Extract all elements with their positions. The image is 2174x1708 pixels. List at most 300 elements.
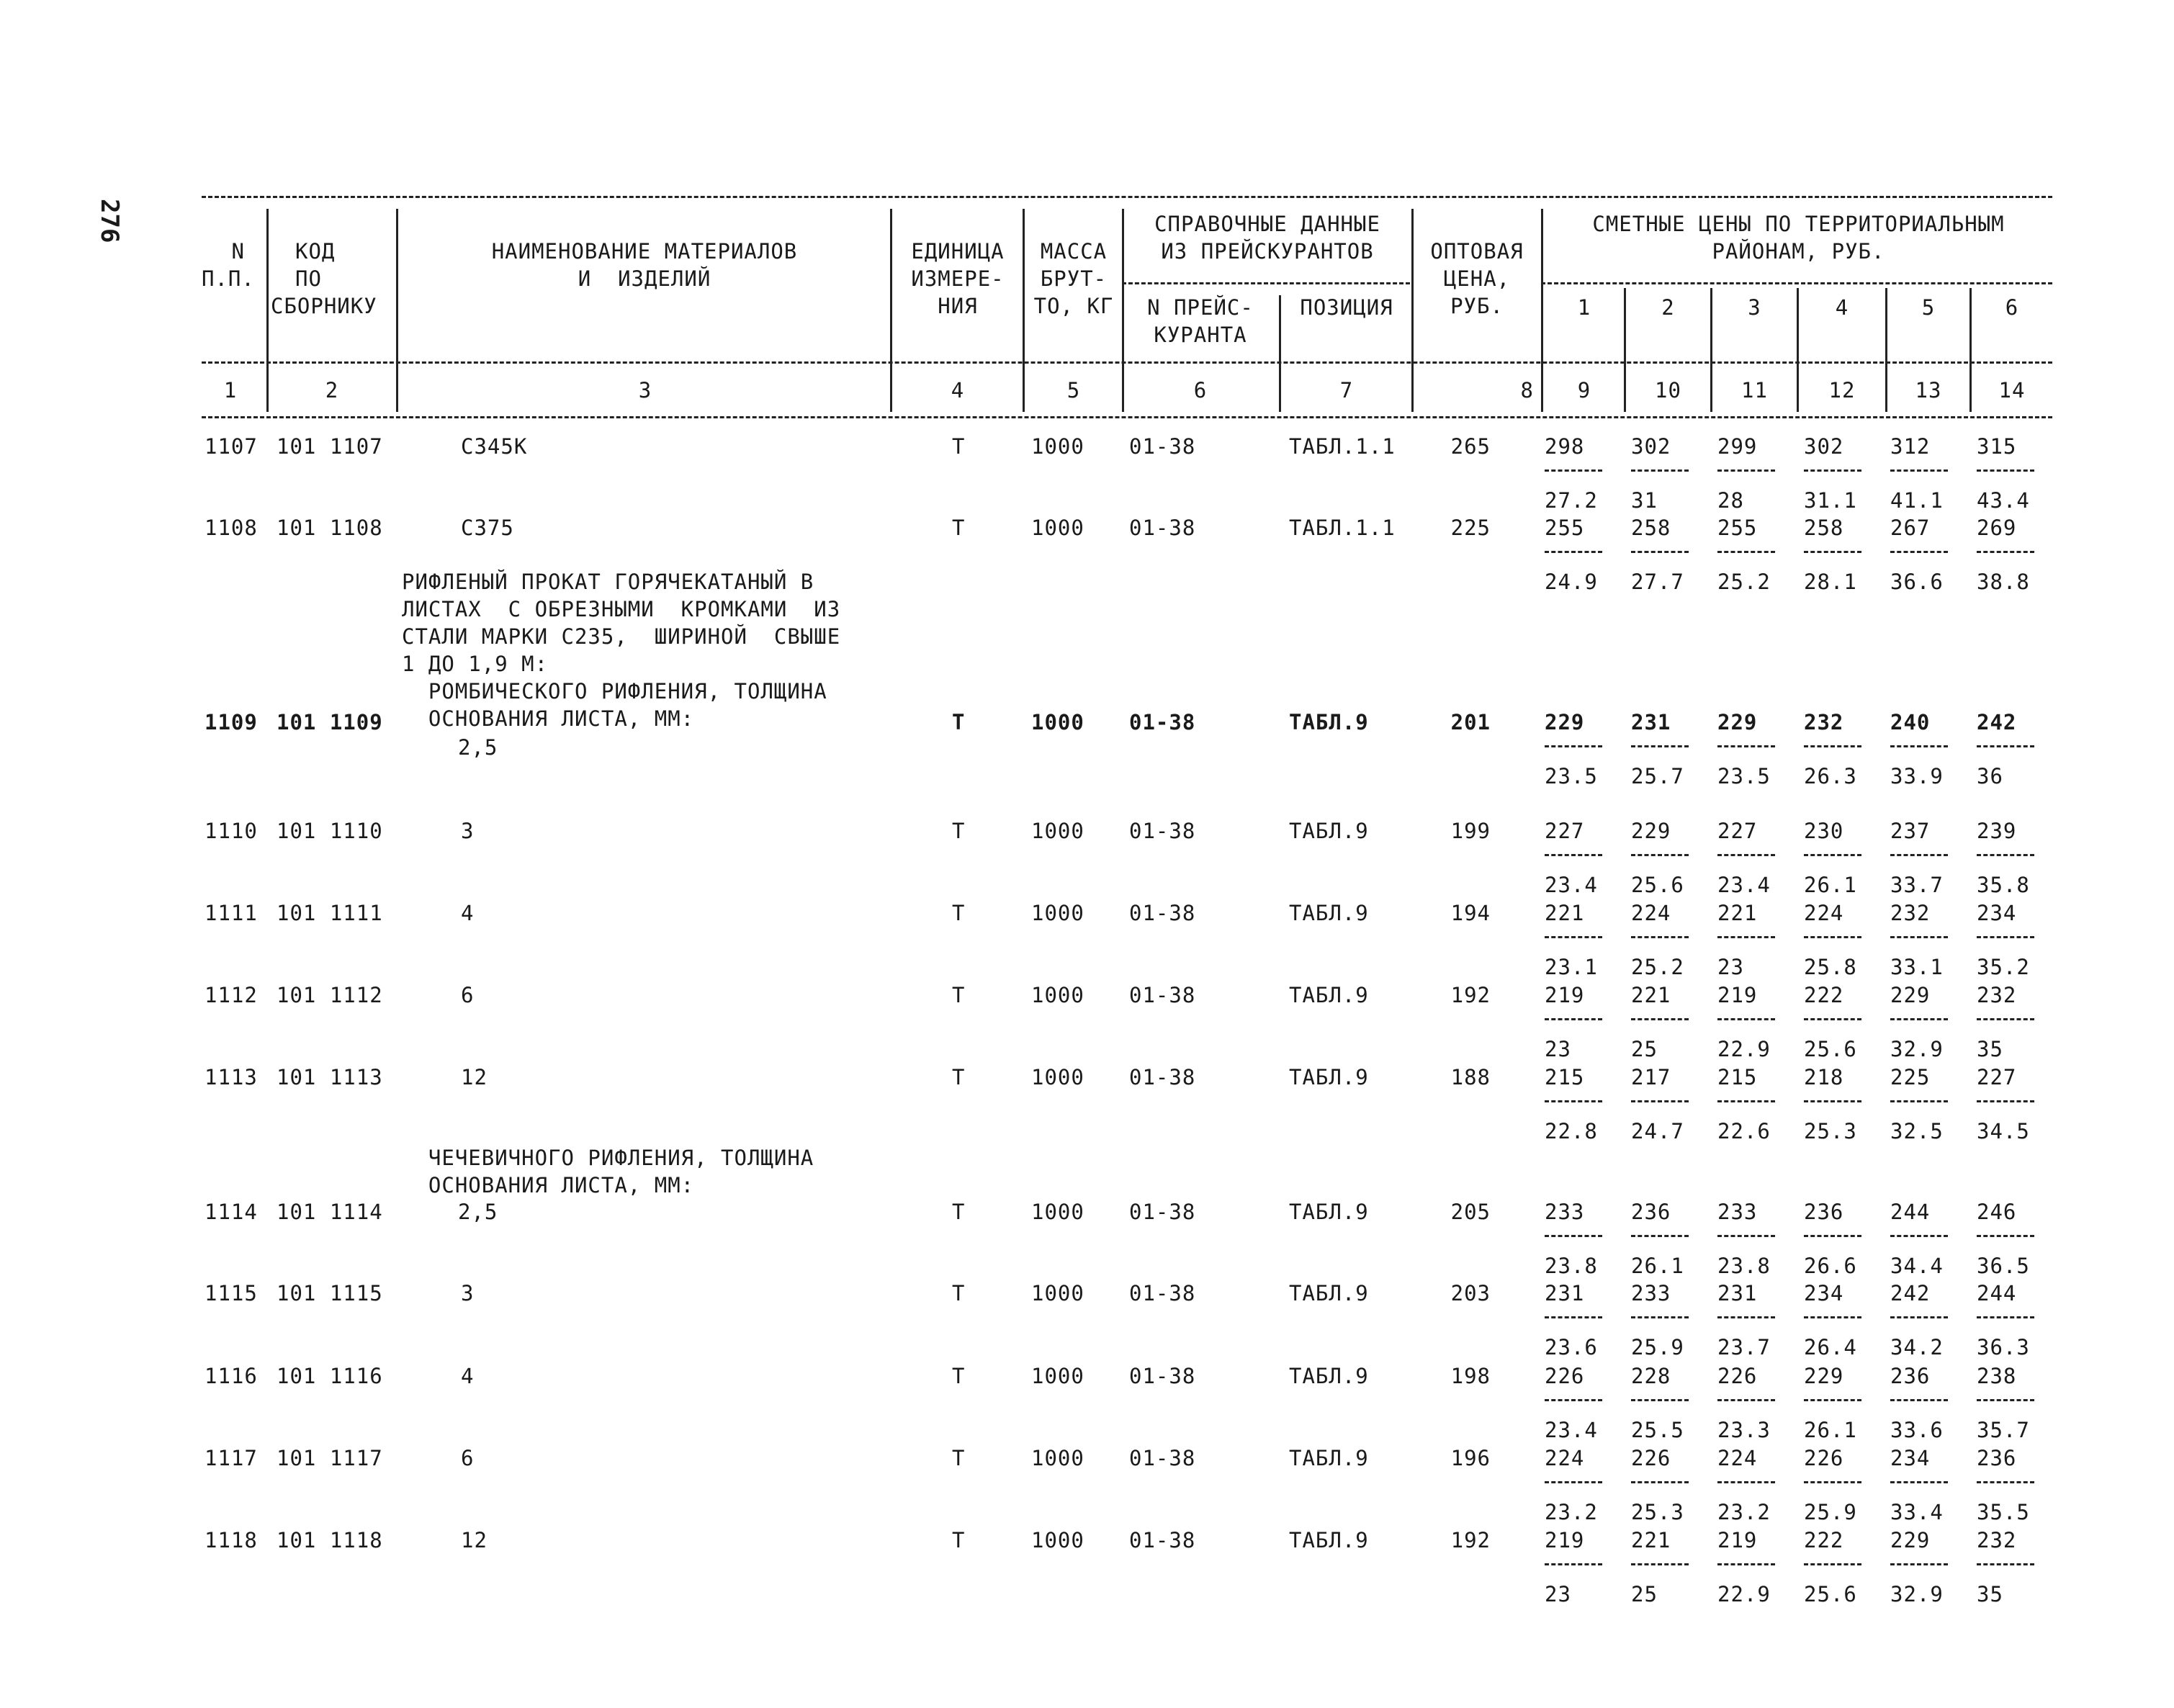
fraction-bar — [1545, 1235, 1602, 1237]
row-mass: 1000 — [1031, 1281, 1084, 1305]
row-np: 1108 — [205, 516, 258, 540]
section-title-rhomb: РОМБИЧЕСКОГО РИФЛЕНИЯ, ТОЛЩИНА — [402, 679, 827, 704]
section-title-lentil: ОСНОВАНИЯ ЛИСТА, ММ: — [402, 1173, 695, 1197]
column-number: 11 — [1741, 378, 1768, 403]
estimate-price: 244 — [1977, 1281, 2017, 1305]
row-code: 101 1111 — [277, 901, 383, 925]
estimate-price: 221 — [1631, 1528, 1671, 1552]
row-name: 6 — [461, 1446, 475, 1470]
estimate-transport: 33.4 — [1890, 1500, 1944, 1524]
estimate-transport: 36 — [1977, 764, 2003, 788]
row-wholesale: 199 — [1450, 819, 1491, 843]
fraction-bar — [1890, 745, 1948, 747]
estimate-price: 219 — [1717, 1528, 1758, 1552]
fraction-bar — [1977, 1100, 2034, 1102]
header-wholesale: РУБ. — [1450, 294, 1504, 318]
row-np: 1109 — [205, 710, 258, 734]
estimate-transport: 26.1 — [1804, 873, 1857, 897]
estimate-transport: 25 — [1631, 1037, 1658, 1061]
row-unit: Т — [952, 1528, 966, 1552]
row-np: 1114 — [205, 1200, 258, 1224]
estimate-transport: 27.7 — [1631, 570, 1684, 594]
row-wholesale: 194 — [1450, 901, 1491, 925]
column-number: 10 — [1655, 378, 1681, 403]
row-unit: Т — [952, 516, 966, 540]
estimate-transport: 35.8 — [1977, 873, 2030, 897]
header-ref: ИЗ ПРЕЙСКУРАНТОВ — [1161, 239, 1374, 264]
row-pricelist: 01-38 — [1129, 983, 1196, 1007]
region-subrule — [1541, 282, 2052, 284]
fraction-bar — [1717, 936, 1775, 938]
estimate-transport: 22.6 — [1717, 1119, 1771, 1143]
estimate-transport: 22.8 — [1545, 1119, 1598, 1143]
estimate-price: 225 — [1890, 1065, 1931, 1089]
fraction-bar — [1545, 469, 1602, 472]
fraction-bar — [1804, 1235, 1861, 1237]
estimate-price: 236 — [1631, 1200, 1671, 1224]
row-np: 1111 — [205, 901, 258, 925]
fraction-bar — [1717, 1100, 1775, 1102]
column-number: 12 — [1828, 378, 1856, 403]
estimate-transport: 23.6 — [1545, 1335, 1598, 1359]
estimate-price: 233 — [1545, 1200, 1585, 1224]
row-mass: 1000 — [1031, 983, 1084, 1007]
estimate-transport: 23.4 — [1717, 873, 1771, 897]
fraction-bar — [1717, 1481, 1775, 1483]
estimate-transport: 36.3 — [1977, 1335, 2030, 1359]
fraction-bar — [1631, 854, 1689, 856]
estimate-price: 234 — [1890, 1446, 1931, 1470]
estimate-transport: 23.8 — [1717, 1254, 1771, 1278]
estimate-price: 222 — [1804, 983, 1844, 1007]
fraction-bar — [1804, 1563, 1861, 1565]
estimate-price: 238 — [1977, 1364, 2017, 1388]
estimate-transport: 33.7 — [1890, 873, 1944, 897]
header-code: КОД — [295, 239, 336, 264]
estimate-price: 215 — [1545, 1065, 1585, 1089]
row-np: 1112 — [205, 983, 258, 1007]
estimate-price: 312 — [1890, 434, 1931, 459]
estimate-price: 229 — [1890, 1528, 1931, 1552]
row-pricelist: 01-38 — [1129, 516, 1196, 540]
fraction-bar — [1804, 936, 1861, 938]
row-position: ТАБЛ.1.1 — [1289, 434, 1396, 459]
estimate-transport: 23.4 — [1545, 873, 1598, 897]
estimate-price: 221 — [1717, 901, 1758, 925]
estimate-price: 228 — [1631, 1364, 1671, 1388]
fraction-bar — [1890, 1100, 1948, 1102]
fraction-bar — [1545, 1399, 1602, 1401]
fraction-bar — [1545, 1563, 1602, 1565]
fraction-bar — [1977, 1316, 2034, 1318]
row-unit: Т — [952, 710, 966, 734]
fraction-bar — [1545, 1100, 1602, 1102]
column-number: 3 — [638, 378, 652, 403]
fraction-bar — [1545, 1316, 1602, 1318]
estimate-price: 231 — [1545, 1281, 1585, 1305]
estimate-transport: 34.5 — [1977, 1119, 2030, 1143]
row-wholesale: 225 — [1450, 516, 1491, 540]
fraction-bar — [1804, 1481, 1861, 1483]
section-title-rhomb: ОСНОВАНИЯ ЛИСТА, ММ: — [402, 706, 695, 731]
section-title-lentil: ЧЕЧЕВИЧНОГО РИФЛЕНИЯ, ТОЛЩИНА — [402, 1146, 814, 1170]
estimate-transport: 43.4 — [1977, 488, 2030, 513]
fraction-bar — [1977, 936, 2034, 938]
fraction-bar — [1631, 1235, 1689, 1237]
fraction-bar — [1977, 1235, 2034, 1237]
fraction-bar — [1890, 854, 1948, 856]
estimate-transport: 26.1 — [1804, 1418, 1857, 1442]
fraction-bar — [1890, 1481, 1948, 1483]
fraction-bar — [1717, 551, 1775, 553]
estimate-price: 221 — [1545, 901, 1585, 925]
row-position: ТАБЛ.9 — [1289, 1065, 1369, 1089]
estimate-transport: 25.8 — [1804, 955, 1857, 979]
row-code: 101 1117 — [277, 1446, 383, 1470]
estimate-price: 232 — [1977, 983, 2017, 1007]
estimate-transport: 35.2 — [1977, 955, 2030, 979]
header-name: И ИЗДЕЛИЙ — [578, 266, 711, 291]
estimate-price: 233 — [1717, 1200, 1758, 1224]
estimate-transport: 32.9 — [1890, 1582, 1944, 1606]
page-number: 276 — [95, 199, 124, 243]
fraction-bar — [1717, 469, 1775, 472]
header-divider — [1279, 295, 1281, 412]
estimate-transport: 22.9 — [1717, 1582, 1771, 1606]
row-np: 1107 — [205, 434, 258, 459]
fraction-bar — [1890, 551, 1948, 553]
row-unit: Т — [952, 983, 966, 1007]
row-np: 1113 — [205, 1065, 258, 1089]
row-code: 101 1109 — [277, 710, 383, 734]
row-code: 101 1108 — [277, 516, 383, 540]
estimate-price: 236 — [1977, 1446, 2017, 1470]
estimate-transport: 23.5 — [1717, 764, 1771, 788]
header-mass: МАССА — [1040, 239, 1108, 264]
estimate-price: 236 — [1804, 1200, 1844, 1224]
fraction-bar — [1804, 854, 1861, 856]
estimate-transport: 25.2 — [1631, 955, 1684, 979]
header-divider — [1541, 209, 1543, 412]
row-mass: 1000 — [1031, 1364, 1084, 1388]
row-position: ТАБЛ.9 — [1289, 1528, 1369, 1552]
fraction-bar — [1890, 1235, 1948, 1237]
row-position: ТАБЛ.9 — [1289, 1281, 1369, 1305]
fraction-bar — [1545, 551, 1602, 553]
row-name: С345К — [461, 434, 528, 459]
estimate-price: 244 — [1890, 1200, 1931, 1224]
fraction-bar — [1717, 854, 1775, 856]
fraction-bar — [1545, 745, 1602, 747]
estimate-transport: 23.4 — [1545, 1418, 1598, 1442]
fraction-bar — [1890, 469, 1948, 472]
estimate-transport: 33.1 — [1890, 955, 1944, 979]
row-pricelist: 01-38 — [1129, 1065, 1196, 1089]
row-name: 4 — [461, 1364, 475, 1388]
estimate-price: 219 — [1545, 983, 1585, 1007]
estimate-transport: 22.9 — [1717, 1037, 1771, 1061]
estimate-transport: 38.8 — [1977, 570, 2030, 594]
estimate-price: 217 — [1631, 1065, 1671, 1089]
fraction-bar — [1631, 1399, 1689, 1401]
header-code: СБОРНИКУ — [271, 294, 377, 318]
fraction-bar — [1631, 745, 1689, 747]
row-pricelist: 01-38 — [1129, 710, 1196, 734]
header-name: НАИМЕНОВАНИЕ МАТЕРИАЛОВ — [491, 239, 798, 264]
row-wholesale: 192 — [1450, 983, 1491, 1007]
row-name: 3 — [461, 1281, 475, 1305]
estimate-price: 224 — [1545, 1446, 1585, 1470]
estimate-transport: 41.1 — [1890, 488, 1944, 513]
estimate-price: 231 — [1717, 1281, 1758, 1305]
estimate-transport: 31 — [1631, 488, 1658, 513]
fraction-bar — [1804, 1399, 1861, 1401]
region-number: 4 — [1835, 295, 1849, 320]
estimate-price: 226 — [1804, 1446, 1844, 1470]
estimate-price: 232 — [1890, 901, 1931, 925]
estimate-price: 258 — [1804, 516, 1844, 540]
region-number: 2 — [1661, 295, 1675, 320]
estimate-transport: 35.7 — [1977, 1418, 2030, 1442]
fraction-bar — [1977, 854, 2034, 856]
row-code: 101 1110 — [277, 819, 383, 843]
column-number: 4 — [951, 378, 965, 403]
row-mass: 1000 — [1031, 1528, 1084, 1552]
row-name: 6 — [461, 983, 475, 1007]
estimate-transport: 25.6 — [1804, 1037, 1857, 1061]
estimate-price: 239 — [1977, 819, 2017, 843]
section-title-rhomb: ЛИСТАХ С ОБРЕЗНЫМИ КРОМКАМИ ИЗ — [402, 597, 841, 621]
row-mass: 1000 — [1031, 710, 1084, 734]
estimate-transport: 35 — [1977, 1582, 2003, 1606]
fraction-bar — [1804, 745, 1861, 747]
row-wholesale: 201 — [1450, 710, 1491, 734]
row-code: 101 1116 — [277, 1364, 383, 1388]
header-wholesale: ЦЕНА, — [1443, 266, 1511, 291]
row-wholesale: 188 — [1450, 1065, 1491, 1089]
estimate-transport: 32.9 — [1890, 1037, 1944, 1061]
estimate-price: 233 — [1631, 1281, 1671, 1305]
estimate-transport: 23.2 — [1545, 1500, 1598, 1524]
row-unit: Т — [952, 1364, 966, 1388]
estimate-price: 221 — [1631, 983, 1671, 1007]
row-position: ТАБЛ.9 — [1289, 983, 1369, 1007]
row-name: 2,5 — [458, 735, 498, 760]
header-estimate: СМЕТНЫЕ ЦЕНЫ ПО ТЕРРИТОРИАЛЬНЫМ — [1592, 212, 2005, 236]
header-bottom-rule — [202, 416, 2052, 418]
row-code: 101 1114 — [277, 1200, 383, 1224]
estimate-price: 242 — [1890, 1281, 1931, 1305]
column-number: 14 — [1998, 378, 2026, 403]
estimate-price: 222 — [1804, 1528, 1844, 1552]
fraction-bar — [1717, 1235, 1775, 1237]
estimate-transport: 23.2 — [1717, 1500, 1771, 1524]
estimate-transport: 26.3 — [1804, 764, 1857, 788]
estimate-price: 229 — [1804, 1364, 1844, 1388]
header-unit: НИЯ — [938, 294, 978, 318]
fraction-bar — [1804, 551, 1861, 553]
estimate-price: 315 — [1977, 434, 2017, 459]
column-number: 2 — [325, 378, 339, 403]
estimate-price: 219 — [1717, 983, 1758, 1007]
row-wholesale: 203 — [1450, 1281, 1491, 1305]
region-number: 6 — [2005, 295, 2019, 320]
ref-subrule — [1122, 282, 1410, 284]
row-np: 1115 — [205, 1281, 258, 1305]
row-wholesale: 205 — [1450, 1200, 1491, 1224]
estimate-transport: 25.3 — [1804, 1119, 1857, 1143]
row-unit: Т — [952, 819, 966, 843]
estimate-transport: 23.8 — [1545, 1254, 1598, 1278]
estimate-price: 237 — [1890, 819, 1931, 843]
row-wholesale: 198 — [1450, 1364, 1491, 1388]
estimate-transport: 27.2 — [1545, 488, 1598, 513]
estimate-price: 299 — [1717, 434, 1758, 459]
header-mass: ТО, КГ — [1033, 294, 1114, 318]
row-pricelist: 01-38 — [1129, 1528, 1196, 1552]
estimate-transport: 32.5 — [1890, 1119, 1944, 1143]
row-unit: Т — [952, 901, 966, 925]
fraction-bar — [1631, 936, 1689, 938]
fraction-bar — [1631, 1481, 1689, 1483]
fraction-bar — [1631, 1563, 1689, 1565]
column-number: 13 — [1915, 378, 1942, 403]
estimate-transport: 33.9 — [1890, 764, 1944, 788]
fraction-bar — [1977, 1399, 2034, 1401]
header-unit: ЕДИНИЦА — [911, 239, 1005, 264]
estimate-price: 269 — [1977, 516, 2017, 540]
row-unit: Т — [952, 1200, 966, 1224]
estimate-price: 226 — [1717, 1364, 1758, 1388]
estimate-transport: 35.5 — [1977, 1500, 2030, 1524]
row-np: 1118 — [205, 1528, 258, 1552]
row-mass: 1000 — [1031, 1200, 1084, 1224]
row-name: 2,5 — [458, 1200, 498, 1224]
estimate-transport: 35 — [1977, 1037, 2003, 1061]
fraction-bar — [1977, 1563, 2034, 1565]
fraction-bar — [1717, 1399, 1775, 1401]
row-code: 101 1112 — [277, 983, 383, 1007]
row-mass: 1000 — [1031, 819, 1084, 843]
row-name: 4 — [461, 901, 475, 925]
fraction-bar — [1631, 1316, 1689, 1318]
row-pricelist: 01-38 — [1129, 434, 1196, 459]
row-position: ТАБЛ.1.1 — [1289, 516, 1396, 540]
fraction-bar — [1890, 936, 1948, 938]
estimate-transport: 25.2 — [1717, 570, 1771, 594]
fraction-bar — [1890, 1018, 1948, 1020]
estimate-price: 224 — [1717, 1446, 1758, 1470]
row-position: ТАБЛ.9 — [1289, 1200, 1369, 1224]
estimate-price: 246 — [1977, 1200, 2017, 1224]
estimate-price: 218 — [1804, 1065, 1844, 1089]
row-unit: Т — [952, 434, 966, 459]
fraction-bar — [1890, 1316, 1948, 1318]
row-np: 1110 — [205, 819, 258, 843]
row-position: ТАБЛ.9 — [1289, 710, 1369, 734]
row-wholesale: 196 — [1450, 1446, 1491, 1470]
fraction-bar — [1977, 1018, 2034, 1020]
region-number: 1 — [1577, 295, 1591, 320]
row-np: 1117 — [205, 1446, 258, 1470]
estimate-price: 255 — [1545, 516, 1585, 540]
estimate-price: 240 — [1890, 710, 1931, 734]
estimate-transport: 24.7 — [1631, 1119, 1684, 1143]
section-title-rhomb: 1 ДО 1,9 М: — [402, 652, 549, 676]
row-pricelist: 01-38 — [1129, 1446, 1196, 1470]
column-number: 9 — [1577, 378, 1591, 403]
estimate-transport: 31.1 — [1804, 488, 1857, 513]
estimate-price: 302 — [1804, 434, 1844, 459]
row-code: 101 1115 — [277, 1281, 383, 1305]
column-number: 1 — [223, 378, 238, 403]
row-wholesale: 265 — [1450, 434, 1491, 459]
section-title-rhomb: СТАЛИ МАРКИ С235, ШИРИНОЙ СВЫШЕ — [402, 624, 841, 649]
fraction-bar — [1890, 1563, 1948, 1565]
header-position: ПОЗИЦИЯ — [1300, 295, 1393, 320]
header-mass: БРУТ- — [1040, 266, 1108, 291]
row-pricelist: 01-38 — [1129, 901, 1196, 925]
estimate-price: 234 — [1804, 1281, 1844, 1305]
estimate-price: 232 — [1977, 1528, 2017, 1552]
header-mid-rule — [202, 361, 2052, 364]
row-unit: Т — [952, 1281, 966, 1305]
header-divider — [1023, 209, 1025, 412]
estimate-transport: 33.6 — [1890, 1418, 1944, 1442]
estimate-price: 231 — [1631, 710, 1671, 734]
fraction-bar — [1631, 1100, 1689, 1102]
estimate-price: 232 — [1804, 710, 1844, 734]
column-number: 8 — [1520, 378, 1534, 403]
estimate-transport: 23 — [1545, 1582, 1571, 1606]
fraction-bar — [1804, 1018, 1861, 1020]
estimate-transport: 25.9 — [1631, 1335, 1684, 1359]
estimate-transport: 25.6 — [1804, 1582, 1857, 1606]
header-wholesale: ОПТОВАЯ — [1430, 239, 1524, 264]
fraction-bar — [1717, 745, 1775, 747]
row-name: 12 — [461, 1065, 488, 1089]
row-mass: 1000 — [1031, 434, 1084, 459]
estimate-transport: 26.1 — [1631, 1254, 1684, 1278]
row-pricelist: 01-38 — [1129, 819, 1196, 843]
estimate-transport: 36.5 — [1977, 1254, 2030, 1278]
estimate-price: 255 — [1717, 516, 1758, 540]
estimate-price: 234 — [1977, 901, 2017, 925]
estimate-transport: 23.7 — [1717, 1335, 1771, 1359]
estimate-price: 215 — [1717, 1065, 1758, 1089]
estimate-transport: 23 — [1545, 1037, 1571, 1061]
estimate-transport: 25 — [1631, 1582, 1658, 1606]
header-code: ПО — [295, 266, 322, 291]
row-mass: 1000 — [1031, 1065, 1084, 1089]
estimate-price: 258 — [1631, 516, 1671, 540]
fraction-bar — [1545, 1481, 1602, 1483]
row-position: ТАБЛ.9 — [1289, 901, 1369, 925]
fraction-bar — [1977, 551, 2034, 553]
header-top-rule — [202, 196, 2052, 198]
row-position: ТАБЛ.9 — [1289, 819, 1369, 843]
row-mass: 1000 — [1031, 1446, 1084, 1470]
estimate-transport: 25.3 — [1631, 1500, 1684, 1524]
row-name: С375 — [461, 516, 514, 540]
estimate-transport: 26.6 — [1804, 1254, 1857, 1278]
estimate-price: 236 — [1890, 1364, 1931, 1388]
estimate-price: 242 — [1977, 710, 2017, 734]
fraction-bar — [1804, 1100, 1861, 1102]
fraction-bar — [1717, 1316, 1775, 1318]
estimate-price: 224 — [1804, 901, 1844, 925]
row-position: ТАБЛ.9 — [1289, 1364, 1369, 1388]
